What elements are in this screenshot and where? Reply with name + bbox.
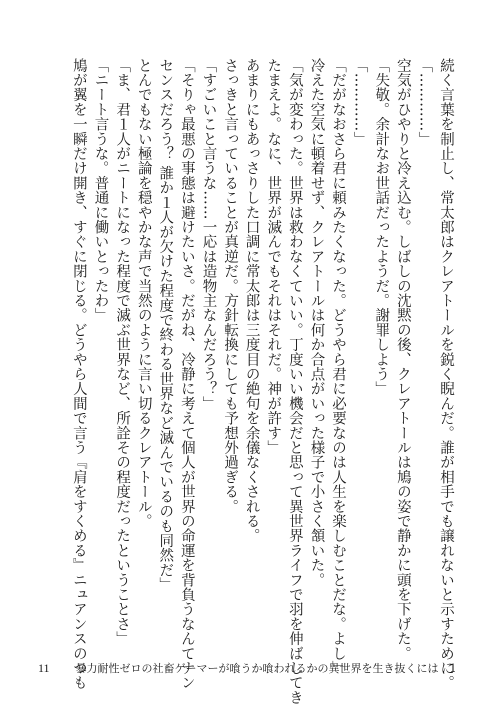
text-line: 「…………」	[351, 58, 368, 147]
text-line: 冷えた空気に頓着せず、クレアトールは何か合点がいった様子で小さく頷いた。	[308, 58, 325, 588]
text-line: 「すごいこと言うな……一応は造物主なんだろう？」	[200, 58, 217, 411]
page-number: 11	[38, 661, 50, 675]
running-title: 暴力耐性ゼロの社畜ゲーマーが喰うか喰われるかの異世界を生き抜くには 1	[75, 662, 457, 675]
text-line: 空気がひやりと冷え込む。しばしの沈黙の後、クレアトールは鳩の姿で静かに頭を下げた。	[394, 58, 411, 661]
text-line: あまりにもあっさりした口調に常太郎は三度目の絶句を余儀なくされる。	[243, 58, 260, 544]
text-line: 「そりゃ最悪の事態は避けたいさ。だがね、冷静に考えて個人が世界の命運を背負うなんてナン	[178, 58, 195, 691]
text-line: 「ニート言うな。普通に働いとったわ」	[92, 58, 109, 323]
text-line: 続く言葉を制止し、常太郎はクレアトールを鋭く睨んだ。誰が相手でも譲れないと示すために。	[438, 58, 454, 691]
text-line: とんでもない極論を穏やかな声で当然のように言い切るクレアトール。	[135, 58, 152, 529]
text-line: 「だがなおさら君に頼みたくなった。どうやら君に必要なのは人生を楽しむことだな。よし」	[330, 58, 347, 676]
page-footer	[38, 660, 457, 676]
text-line: 「…………」	[416, 58, 433, 147]
text-line: センスだろう？ 誰か１人が欠けた程度で終わる世界など滅んでいるのも同然だ」	[157, 58, 174, 593]
text-line: たまえよ。なに、世界が滅んでもそれはそれだ。神が許す」	[265, 58, 282, 455]
text-line: 「ま、君１人がニートになった程度で滅ぶ世界など、所詮その程度だったということさ」	[114, 58, 131, 646]
text-line: 「失敬。余計なお世話だったようだ。謝罪しよう」	[373, 58, 390, 397]
text-line: さっきと言っていることが真逆だ。方針転換にしても予想外過ぎる。	[222, 58, 239, 514]
text-line: 鳩が翼を一瞬だけ開き、すぐに閉じる。どうやら人間で言う『肩をすくめる』ニュアンスのつも	[70, 58, 87, 691]
text-line: 「気が変わった。世界は救わなくていい。丁度いい機会だと思って異世界ライフで羽を伸ばしてき	[286, 58, 303, 705]
